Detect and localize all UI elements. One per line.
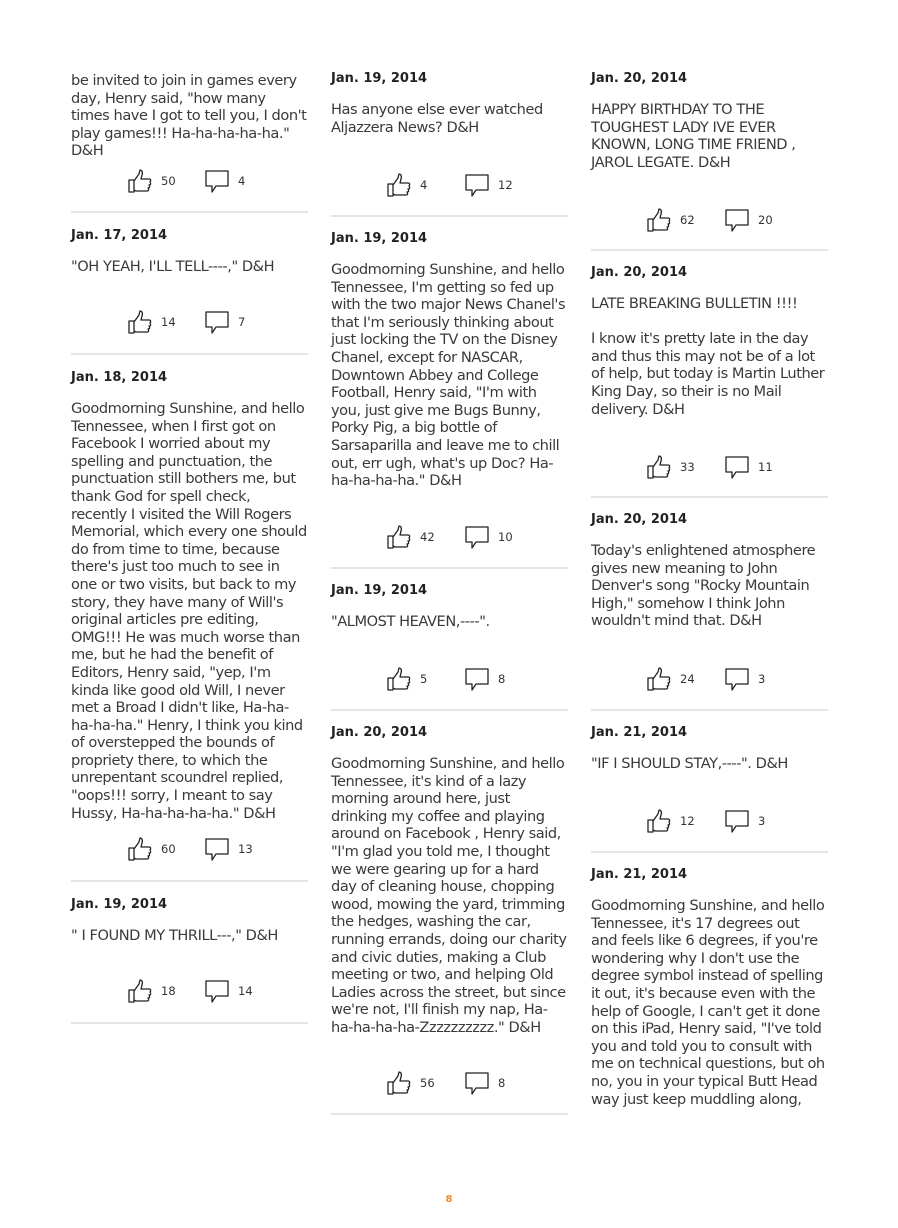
- speech-bubble-icon: [464, 524, 490, 550]
- comment-count: 8: [498, 672, 506, 686]
- post-text: "IF I SHOULD STAY,----". D&H: [591, 755, 788, 772]
- post-date: Jan. 19, 2014: [331, 583, 428, 598]
- post-text: " I FOUND MY THRILL---," D&H: [71, 927, 278, 944]
- like-count: 24: [680, 672, 695, 686]
- post-date: Jan. 20, 2014: [591, 265, 688, 280]
- comment-count: 4: [238, 174, 246, 188]
- post-date: Jan. 19, 2014: [71, 897, 168, 912]
- thumbs-up-icon: [646, 207, 672, 233]
- comment-button[interactable]: [204, 978, 253, 1004]
- post-date: Jan. 19, 2014: [331, 71, 428, 86]
- post: [591, 866, 828, 1108]
- like-button[interactable]: [127, 836, 176, 862]
- post: [71, 896, 308, 945]
- thumbs-up-icon: [127, 836, 153, 862]
- post-date: Jan. 18, 2014: [71, 370, 168, 385]
- post-text: Goodmorning Sunshine, and hello Tennessee, it's 17 degrees out and feels like 6 degrees, if you're wondering why I don't use the degree symbol instead of spelling it out, it's because even with the help of Google, I can't get it done on this iPad, Henry said, "I've told you and told you to consult with me on technical questions, but oh no, you in your typical Butt Head way just keep muddling along,: [591, 897, 825, 1108]
- speech-bubble-icon: [204, 309, 230, 335]
- like-count: 33: [680, 460, 695, 474]
- comment-count: 13: [238, 842, 253, 856]
- post: [331, 582, 568, 631]
- divider: [71, 1022, 308, 1024]
- speech-bubble-icon: [204, 836, 230, 862]
- post-stats: [331, 666, 568, 702]
- post: [331, 230, 568, 490]
- like-button[interactable]: [386, 666, 427, 692]
- divider: [591, 249, 828, 251]
- post-text: Goodmorning Sunshine, and hello Tennessee, when I first got on Facebook I worried about my spelling and punctuation, the punctuation still bothers me, but thank God for spell check, recently I visited the Will Rogers Memorial, which every one should do from time to time, because there's just too much to see in one or two visits, but back to my story, they have many of Will's original articles pre editing, OMG!!! He was much worse than me, but he had the benefit of Editors, Henry said, "yep, I'm kinda like good old Will, I never met a Broad I didn't like, Ha-ha-ha-ha-ha." Henry, I think you kind of overstepped the bounds of propriety there, to which the unrepentant scoundrel replied, "oops!!! sorry, I meant to say Hussy, Ha-ha-ha-ha-ha." D&H: [71, 400, 307, 822]
- post: [591, 264, 828, 418]
- like-count: 62: [680, 213, 695, 227]
- thumbs-up-icon: [646, 808, 672, 834]
- comment-button[interactable]: [204, 168, 245, 194]
- like-button[interactable]: [386, 1070, 435, 1096]
- post: [331, 724, 568, 1037]
- post: [591, 511, 828, 630]
- post-text: LATE BREAKING BULLETIN !!!! I know it's pretty late in the day and thus this may not be of a lot of help, but today is Martin Luther King Day, so their is no Mail delivery. D&H: [591, 295, 825, 418]
- like-button[interactable]: [127, 309, 176, 335]
- post-text: Goodmorning Sunshine, and hello Tennessee, it's kind of a lazy morning around here, just drinking my coffee and playing around on Facebook , Henry said, "I'm glad you told me, I thought we were gearing up for a hard day of cleaning house, chopping wood, mowing the yard, trimming the hedges, washing the car, running errands, doing our charity and civic duties, making a Club meeting or two, and helping Old Ladies across the street, but since we're not, I'll finish my nap, Ha-ha-ha-ha-ha-Zzzzzzzzzz." D&H: [331, 755, 567, 1036]
- comment-count: 12: [498, 178, 513, 192]
- speech-bubble-icon: [724, 207, 750, 233]
- post-text: be invited to join in games every day, Henry said, "how many times have I got to tell you, I don't play games!!! Ha-ha-ha-ha-ha." D&H: [71, 72, 307, 160]
- post-stats: [331, 172, 568, 208]
- comment-count: 10: [498, 530, 513, 544]
- post-stats: [591, 808, 828, 844]
- divider: [331, 567, 568, 569]
- speech-bubble-icon: [724, 808, 750, 834]
- post-stats: [71, 836, 308, 872]
- divider: [331, 709, 568, 711]
- comment-count: 11: [758, 460, 773, 474]
- post-stats: [331, 524, 568, 560]
- comment-button[interactable]: [724, 808, 765, 834]
- divider: [331, 1113, 568, 1115]
- comment-button[interactable]: [724, 454, 773, 480]
- like-button[interactable]: [386, 172, 427, 198]
- thumbs-up-icon: [386, 172, 412, 198]
- like-button[interactable]: [646, 207, 695, 233]
- post: [71, 369, 308, 822]
- speech-bubble-icon: [204, 168, 230, 194]
- post-text: Has anyone else ever watched Aljazzera News? D&H: [331, 101, 543, 136]
- post: [591, 724, 828, 773]
- like-count: 5: [420, 672, 428, 686]
- thumbs-up-icon: [646, 666, 672, 692]
- post-text: HAPPY BIRTHDAY TO THE TOUGHEST LADY IVE EVER KNOWN, LONG TIME FRIEND , JAROL LEGATE. D&H: [591, 101, 796, 171]
- page-number: 8: [445, 1194, 453, 1205]
- divider: [71, 880, 308, 882]
- post-stats: [331, 1070, 568, 1106]
- speech-bubble-icon: [724, 666, 750, 692]
- post-stats: [71, 309, 308, 345]
- comment-button[interactable]: [464, 666, 505, 692]
- post-stats: [591, 207, 828, 243]
- comment-button[interactable]: [204, 836, 253, 862]
- comment-count: 14: [238, 984, 253, 998]
- thumbs-up-icon: [386, 524, 412, 550]
- comment-count: 7: [238, 315, 246, 329]
- post-text: Goodmorning Sunshine, and hello Tennessee, I'm getting so fed up with the two major News Chanel's that I'm seriously thinking about just locking the TV on the Disney Chanel, except for NASCAR, Downtown Abbey and College Football, Henry said, "I'm with you, just give me Bugs Bunny, Porky Pig, a big bottle of Sarsaparilla and leave me to chill out, err ugh, what's up Doc? Ha-ha-ha-ha-ha." D&H: [331, 261, 566, 490]
- like-count: 4: [420, 178, 428, 192]
- like-button[interactable]: [646, 666, 695, 692]
- like-count: 14: [161, 315, 176, 329]
- comment-button[interactable]: [204, 309, 245, 335]
- divider: [71, 211, 308, 213]
- divider: [591, 709, 828, 711]
- post-date: Jan. 21, 2014: [591, 725, 688, 740]
- like-count: 18: [161, 984, 176, 998]
- divider: [331, 215, 568, 217]
- thumbs-up-icon: [127, 978, 153, 1004]
- post-date: Jan. 20, 2014: [591, 512, 688, 527]
- post-stats: [591, 454, 828, 490]
- comment-count: 3: [758, 672, 766, 686]
- comment-button[interactable]: [464, 524, 513, 550]
- post: [331, 70, 568, 136]
- comment-button[interactable]: [724, 666, 765, 692]
- speech-bubble-icon: [464, 1070, 490, 1096]
- like-count: 12: [680, 814, 695, 828]
- thumbs-up-icon: [386, 666, 412, 692]
- post-date: Jan. 21, 2014: [591, 867, 688, 882]
- thumbs-up-icon: [386, 1070, 412, 1096]
- post-date: Jan. 17, 2014: [71, 228, 168, 243]
- post-text: "OH YEAH, I'LL TELL----," D&H: [71, 258, 275, 275]
- post-text: Today's enlightened atmosphere gives new meaning to John Denver's song "Rocky Mountain High," somehow I think John wouldn't mind that. D&H: [591, 542, 816, 630]
- post-date: Jan. 19, 2014: [331, 231, 428, 246]
- like-count: 42: [420, 530, 435, 544]
- comment-count: 20: [758, 213, 773, 227]
- like-count: 56: [420, 1076, 435, 1090]
- post-stats: [71, 978, 308, 1014]
- speech-bubble-icon: [464, 172, 490, 198]
- like-button[interactable]: [127, 978, 176, 1004]
- post-stats: [71, 168, 308, 204]
- post-text: "ALMOST HEAVEN,----".: [331, 613, 490, 630]
- speech-bubble-icon: [464, 666, 490, 692]
- thumbs-up-icon: [127, 168, 153, 194]
- post-date: Jan. 20, 2014: [591, 71, 688, 86]
- post-date: Jan. 20, 2014: [331, 725, 428, 740]
- thumbs-up-icon: [646, 454, 672, 480]
- like-count: 50: [161, 174, 176, 188]
- divider: [71, 353, 308, 355]
- post: [71, 72, 308, 160]
- post: [71, 227, 308, 276]
- speech-bubble-icon: [204, 978, 230, 1004]
- like-count: 60: [161, 842, 176, 856]
- speech-bubble-icon: [724, 454, 750, 480]
- comment-count: 8: [498, 1076, 506, 1090]
- like-button[interactable]: [127, 168, 176, 194]
- post: [591, 70, 828, 171]
- comment-button[interactable]: [464, 172, 513, 198]
- thumbs-up-icon: [127, 309, 153, 335]
- like-button[interactable]: [386, 524, 435, 550]
- comment-button[interactable]: [464, 1070, 505, 1096]
- post-stats: [591, 666, 828, 702]
- like-button[interactable]: [646, 454, 695, 480]
- divider: [591, 496, 828, 498]
- divider: [591, 851, 828, 853]
- like-button[interactable]: [646, 808, 695, 834]
- comment-button[interactable]: [724, 207, 773, 233]
- comment-count: 3: [758, 814, 766, 828]
